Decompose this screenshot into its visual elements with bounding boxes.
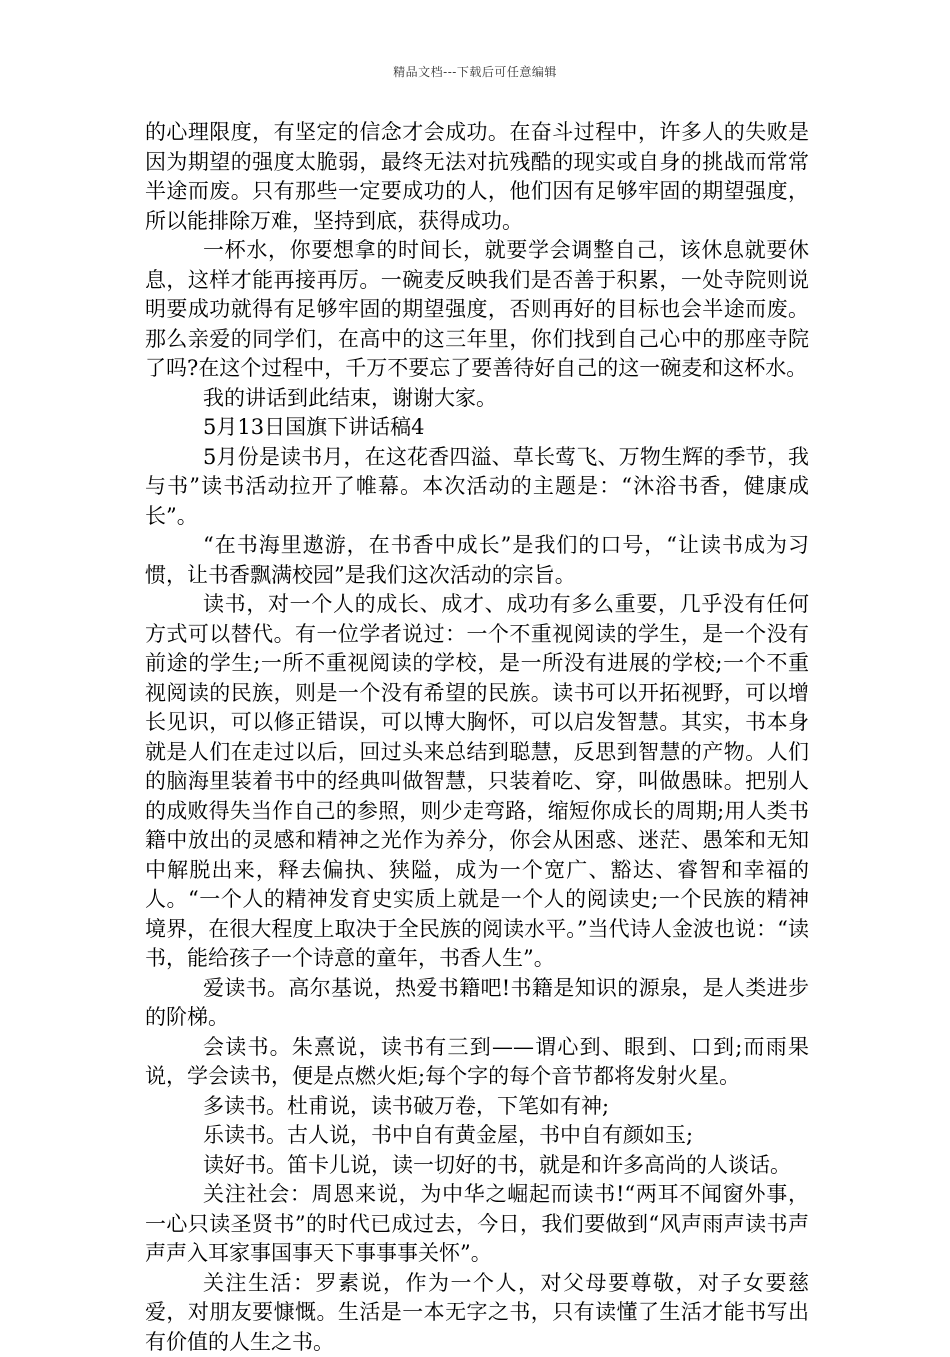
paragraph: 关注生活：罗素说，作为一个人，对父母要尊敬，对子女要慈爱，对朋友要慷慨。生活是一本无字之书，只有读懂了生活才能书写出有价值的人生之书。 <box>145 1269 809 1357</box>
paragraph: 会读书。朱熹说，读书有三到——谓心到、眼到、口到;而雨果说，学会读书，便是点燃火炬;每个字的每个音节都将发射火星。 <box>145 1033 809 1092</box>
paragraph: 5月份是读书月，在这花香四溢、草长莺飞、万物生辉的季节，我与书”读书活动拉开了帷幕。本次活动的主题是：“沐浴书香，健康成长”。 <box>145 443 809 532</box>
paragraph: 多读书。杜甫说，读书破万卷，下笔如有神; <box>145 1092 809 1122</box>
document-body <box>145 118 809 1357</box>
paragraph: 读好书。笛卡儿说，读一切好的书，就是和许多高尚的人谈话。 <box>145 1151 809 1181</box>
paragraph: 读书，对一个人的成长、成才、成功有多么重要，几乎没有任何方式可以替代。有一位学者说过：一个不重视阅读的学生，是一个没有前途的学生;一所不重视阅读的学校，是一所没有进展的学校;一个不重视阅读的民族，则是一个没有希望的民族。读书可以开拓视野，可以增长见识，可以修正错误，可以博大胸怀，可以启发智慧。其实，书本身就是人们在走过以后，回过头来总结到聪慧，反思到智慧的产物。人们的脑海里装着书中的经典叫做智慧，只装着吃、穿，叫做愚昧。把别人的成败得失当作自己的参照，则少走弯路，缩短你成长的周期;用人类书籍中放出的灵感和精神之光作为养分，你会从困惑、迷茫、愚笨和无知中解脱出来，释去偏执、狭隘，成为一个宽广、豁达、睿智和幸福的人。“一个人的精神发育史实质上就是一个人的阅读史;一个民族的精神境界，在很大程度上取决于全民族的阅读水平。”当代诗人金波也说：“读书，能给孩子一个诗意的童年，书香人生”。 <box>145 590 809 974</box>
paragraph: 爱读书。高尔基说，热爱书籍吧!书籍是知识的源泉，是人类进步的阶梯。 <box>145 974 809 1033</box>
section-title: 5月13日国旗下讲话稿4 <box>145 413 809 443</box>
page-header: 精品文档---下载后可任意编辑 <box>0 64 950 80</box>
paragraph: 关注社会：周恩来说，为中华之崛起而读书!“两耳不闻窗外事，一心只读圣贤书”的时代已成过去，今日，我们要做到“风声雨声读书声声声入耳家事国事天下事事事关怀”。 <box>145 1180 809 1269</box>
paragraph: 我的讲话到此结束，谢谢大家。 <box>145 384 809 414</box>
paragraph: “在书海里遨游，在书香中成长”是我们的口号，“让读书成为习惯，让书香飘满校园”是我们这次活动的宗旨。 <box>145 531 809 590</box>
paragraph: 的心理限度，有坚定的信念才会成功。在奋斗过程中，许多人的失败是因为期望的强度太脆弱，最终无法对抗残酷的现实或自身的挑战而常常半途而废。只有那些一定要成功的人，他们因有足够牢固的期望强度，所以能排除万难，坚持到底，获得成功。 <box>145 118 809 236</box>
paragraph: 乐读书。古人说，书中自有黄金屋，书中自有颜如玉; <box>145 1121 809 1151</box>
paragraph: 一杯水，你要想拿的时间长，就要学会调整自己，该休息就要休息，这样才能再接再厉。一碗麦反映我们是否善于积累，一处寺院则说明要成功就得有足够牢固的期望强度，否则再好的目标也会半途而废。那么亲爱的同学们，在高中的这三年里，你们找到自己心中的那座寺院了吗?在这个过程中，千万不要忘了要善待好自己的这一碗麦和这杯水。 <box>145 236 809 384</box>
